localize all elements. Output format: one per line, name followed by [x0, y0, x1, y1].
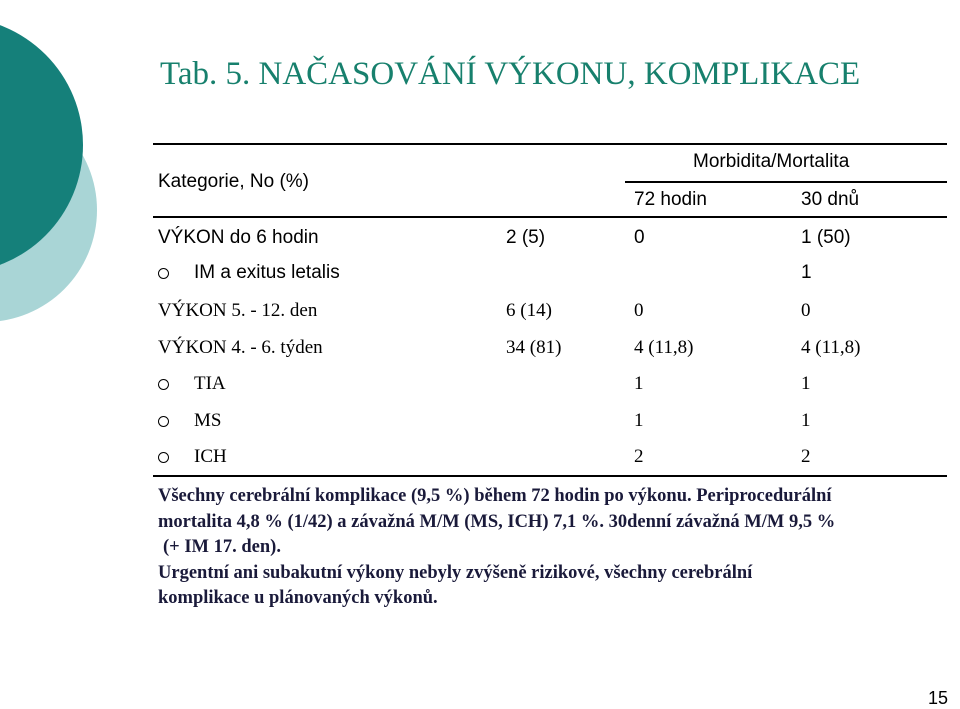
row-30d: 2 — [801, 446, 811, 467]
row-72h: 1 — [634, 410, 644, 431]
row-72h: 2 — [634, 446, 644, 467]
row-72h: 0 — [634, 227, 645, 248]
page-title: Tab. 5. NAČASOVÁNÍ VÝKONU, KOMPLIKACE — [160, 56, 861, 92]
bullet-icon — [158, 268, 169, 279]
note-line: komplikace u plánovaných výkonů. — [158, 588, 438, 608]
note-line: mortalita 4,8 % (1/42) a závažná M/M (MS, ICH) 7,1 %. 30denní závažná M/M 9,5 % — [158, 511, 836, 532]
row-30d: 0 — [801, 300, 811, 321]
row-30d: 1 — [801, 410, 811, 431]
page-number: 15 — [928, 688, 949, 708]
bullet-icon — [158, 416, 169, 427]
table-top-rule — [153, 143, 947, 145]
row-label-tia: TIA — [194, 373, 226, 394]
header-30-days: 30 dnů — [801, 189, 860, 210]
header-bottom-rule — [153, 216, 947, 218]
row-72h: 4 (11,8) — [634, 337, 694, 358]
row-count: 34 (81) — [506, 337, 562, 358]
decorative-circles — [0, 0, 110, 380]
header-morbidity-mortality: Morbidita/Mortalita — [693, 151, 850, 172]
note-line: (+ IM 17. den). — [163, 537, 281, 557]
header-72-hours: 72 hodin — [634, 189, 707, 210]
row-label-ms: MS — [194, 410, 222, 431]
notes-block — [158, 484, 948, 612]
row-label-vykon-6h: VÝKON do 6 hodin — [158, 227, 319, 248]
row-label-vykon-5-12: VÝKON 5. - 12. den — [158, 300, 318, 321]
table-bottom-rule — [153, 475, 947, 477]
row-30d: 1 — [801, 262, 812, 283]
row-72h: 1 — [634, 373, 644, 394]
group-header-rule — [625, 181, 947, 183]
row-30d: 4 (11,8) — [801, 337, 861, 358]
note-line: Všechny cerebrální komplikace (9,5 %) během 72 hodin po výkonu. Periprocedurální — [158, 486, 832, 506]
row-30d: 1 — [801, 373, 811, 394]
row-label-vykon-4-6: VÝKON 4. - 6. týden — [158, 337, 323, 358]
row-count: 6 (14) — [506, 300, 552, 321]
bullet-icon — [158, 379, 169, 390]
row-label-ich: ICH — [194, 446, 227, 467]
header-category: Kategorie, No (%) — [158, 171, 310, 192]
note-line: Urgentní ani subakutní výkony nebyly zvýšeně rizikové, všechny cerebrální — [158, 562, 753, 583]
row-30d: 1 (50) — [801, 227, 851, 248]
row-72h: 0 — [634, 300, 644, 321]
row-label-im-exitus: IM a exitus letalis — [194, 262, 340, 283]
bullet-icon — [158, 452, 169, 463]
row-count: 2 (5) — [506, 227, 546, 248]
